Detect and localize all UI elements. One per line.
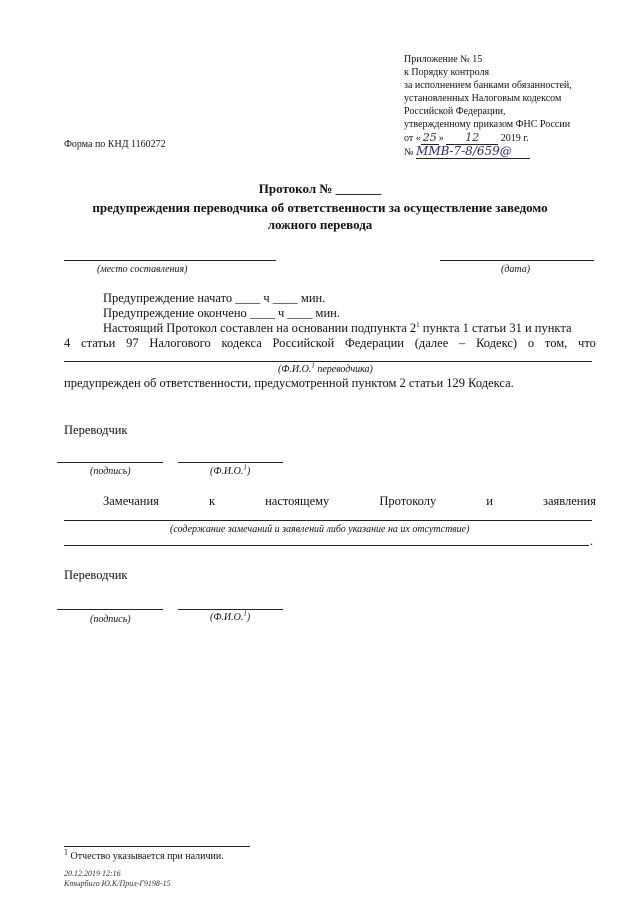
appendix-line: к Порядку контроля <box>404 67 490 78</box>
appendix-block <box>404 53 572 159</box>
appendix-line: Приложение № 15 <box>404 54 483 65</box>
translator-label-2: Переводчик <box>64 568 128 582</box>
remarks-period: . <box>590 534 594 548</box>
warned-text: предупрежден об ответственности, предусмотренной пунктом 2 статьи 129 Кодекса. <box>64 376 514 390</box>
document-title-line3: ложного перевода <box>267 217 373 232</box>
place-label: (место составления) <box>97 264 188 275</box>
signature-line-2 <box>57 609 163 610</box>
warning-end: Предупреждение окончено ____ ч ____ мин. <box>103 306 340 320</box>
appendix-line: Российской Федерации, <box>404 106 506 117</box>
fio-label-2: (Ф.И.О.$^1$) <box>210 609 251 623</box>
footnote: $^1$ Отчество указывается при наличии. <box>64 847 224 862</box>
date-label: (дата) <box>501 264 531 275</box>
print-stamp-datetime: 20.12.2019 12:16 <box>64 869 121 878</box>
handwritten-day: 25 <box>422 131 437 144</box>
basis-line2: 4 статьи 97 Налогового кодекса Российской Федерации (далее – Кодекс) о том, что <box>64 336 596 350</box>
fio-line <box>178 462 283 463</box>
translator-fio-label: (Ф.И.О.$^1$ переводчика) <box>278 361 373 375</box>
remarks-content-line <box>64 520 592 521</box>
signature-label: (подпись) <box>90 466 131 477</box>
warning-start: Предупреждение начато ____ ч ____ мин. <box>103 291 326 305</box>
appendix-date: от « 25 » 12 2019 г. <box>404 131 529 144</box>
remarks-content-label: (содержание замечаний и заявлений либо указание на их отсутствие) <box>170 524 470 535</box>
document-title-line2: предупреждения переводчика об ответственности за осуществление заведомо <box>92 200 548 215</box>
signature-label-2: (подпись) <box>90 614 131 625</box>
fio-line-2 <box>178 609 283 610</box>
document-title-number: Протокол № _______ <box>258 181 382 196</box>
appendix-line: за исполнением банками обязанностей, <box>404 80 572 91</box>
place-line <box>64 260 276 261</box>
form-code: Форма по КНД 1160272 <box>64 139 166 150</box>
fio-label: (Ф.И.О.$^1$) <box>210 463 251 477</box>
appendix-number: № ММВ-7-8/659@ <box>404 145 572 159</box>
remarks-content-line-2 <box>64 545 589 546</box>
translator-fio-line <box>64 361 592 362</box>
appendix-line: установленных Налоговым кодексом <box>404 93 562 104</box>
translator-label: Переводчик <box>64 423 128 437</box>
basis-line1: Настоящий Протокол составлен на основании подпункта $2^1$ пункта 1 статьи 31 и пункта <box>103 320 572 335</box>
appendix-line: утвержденному приказом ФНС России <box>404 119 571 130</box>
remarks-line: Замечания к настоящему Протоколу и заявления <box>103 494 596 508</box>
print-stamp <box>64 869 171 889</box>
footnote-separator <box>64 846 250 847</box>
handwritten-order-number: ММВ-7-8/659@ <box>416 145 530 159</box>
signature-line <box>57 462 163 463</box>
handwritten-month: 12 <box>446 131 498 145</box>
date-line <box>440 260 594 261</box>
print-stamp-file: Ктырбиго Ю.К/Прил-Г9198-15 <box>64 879 171 888</box>
